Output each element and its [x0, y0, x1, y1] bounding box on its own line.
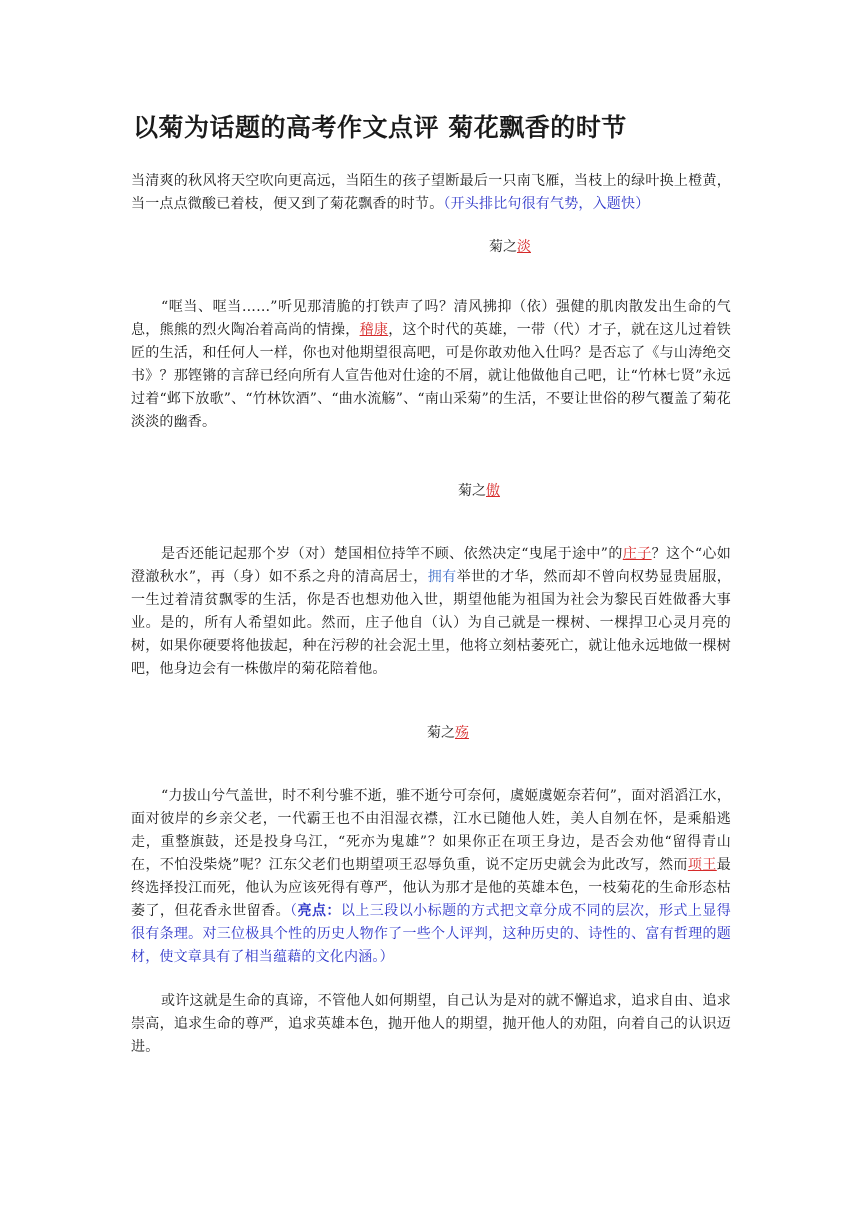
heading-prefix: 菊之: [489, 239, 517, 255]
heading-prefix: 菊之: [427, 725, 455, 741]
section2-paragraph: [131, 543, 731, 681]
section1-highlight-jikang: 稽康: [359, 322, 389, 338]
intro-paragraph: [131, 170, 731, 216]
section2-highlight-yongyou: 拥有: [427, 569, 457, 585]
section3-text-b: 最终选择投江而死，他认为应该死得有尊严，他认为那才是他的英雄本色，一枝菊花的生命形态枯萎了，但花香永世留香。: [131, 857, 731, 919]
section-heading-dan: [489, 236, 531, 259]
section2-text-c: 举世的才华，然而却不曾向权势显贵屈服，一生过着清贫飘零的生活，你是否也想劝他入世，期望他能为祖国为社会为黎民百姓做番大事业。是的，所有人希望如此。然而，庄子他自（认）为自己就是一棵树、一棵捍卫心灵月亮的树，如果你硬要将他拔起，种在污秽的社会泥土里，他将立刻枯萎死亡，就让他永远地做一棵树吧，他身边会有一株傲岸的菊花陪着他。: [131, 569, 731, 677]
section1-text-a: “哐当、哐当……”听见那清脆的打铁声了吗？清风拂抑（依）强健的肌肉散发出生命的气息，熊熊的烈火陶冶着高尚的情操，: [131, 299, 731, 338]
section-heading-ao: [458, 480, 500, 503]
intro-text: 当清爽的秋风将天空吹向更高远，当陌生的孩子望断最后一只南飞雁，当枝上的绿叶换上橙黄，当一点点微酸已着枝，便又到了菊花飘香的时节。: [131, 173, 731, 212]
document-title: 以菊为话题的高考作文点评 菊花飘香的时节: [133, 113, 627, 142]
section2-highlight-zhuangzi: 庄子: [622, 546, 652, 562]
comment-text: 以上三段以小标题的方式把文章分成不同的层次，形式上显得很有条理。对三位极具个性的历史人物作了一些个人评判，这种历史的、诗性的、富有哲理的题材，使文章具有了相当蕴藉的文化内涵。）: [131, 903, 731, 965]
heading-prefix: 菊之: [458, 483, 486, 499]
section3-highlight-xiangwang: 项王: [687, 857, 717, 873]
conclusion-paragraph: 或许这就是生命的真谛，不管他人如何期望，自己认为是对的就不懈追求，追求自由、追求崇高，追求生命的尊严，追求英雄本色，抛开他人的期望，抛开他人的劝阻，向着自己的认识迈进。: [131, 993, 731, 1055]
intro-comment: （开头排比句很有气势，入题快）: [443, 196, 650, 212]
section2-text-b: ？这个“心如澄澈秋水”，再（身）如不系之舟的清高居士，: [131, 546, 732, 585]
comment-open: （: [290, 903, 298, 919]
heading-key-ao: 傲: [486, 483, 500, 499]
section-heading-shang: [427, 722, 469, 745]
section3-paragraph: [131, 785, 731, 969]
heading-key-dan: 淡: [517, 239, 531, 255]
section3-text-a: “力拔山兮气盖世，时不利兮骓不逝，骓不逝兮可奈何，虞姬虞姬奈若何”，面对滔滔江水，面对彼岸的乡亲父老，一代霸王也不由泪湿衣襟，江水已随他人姓，美人自刎在怀，是乘船逃走，重整旗鼓，还是投身乌江，“死亦为鬼雄”？如果你正在项王身边，是否会劝他“留得青山在，不怕没柴烧”呢？江东父老们也期望项王忍辱负重，说不定历史就会为此改写，然而: [131, 788, 731, 873]
comment-bold-label: 亮点：: [297, 903, 341, 919]
section1-paragraph: [131, 296, 731, 434]
heading-key-shang: 殇: [455, 725, 469, 741]
section1-text-b: ，这个时代的英雄，一带（代）才子，就在这儿过着铁匠的生活，和任何人一样，你也对他期望很高吧，可是你敢劝他入仕吗？是否忘了《与山涛绝交书》？那铿锵的言辞已经向所有人宣告他对仕途的不屑，就让他做他自己吧，让“竹林七贤”永远过着“邺下放歌”、“竹林饮酒”、“曲水流觞”、“南山采菊”的生活，不要让世俗的秽气覆盖了菊花淡淡的幽香。: [131, 322, 731, 430]
section2-text-a: 是否还能记起那个岁（对）楚国相位持竿不顾、依然决定“曳尾于途中”的: [161, 546, 623, 562]
